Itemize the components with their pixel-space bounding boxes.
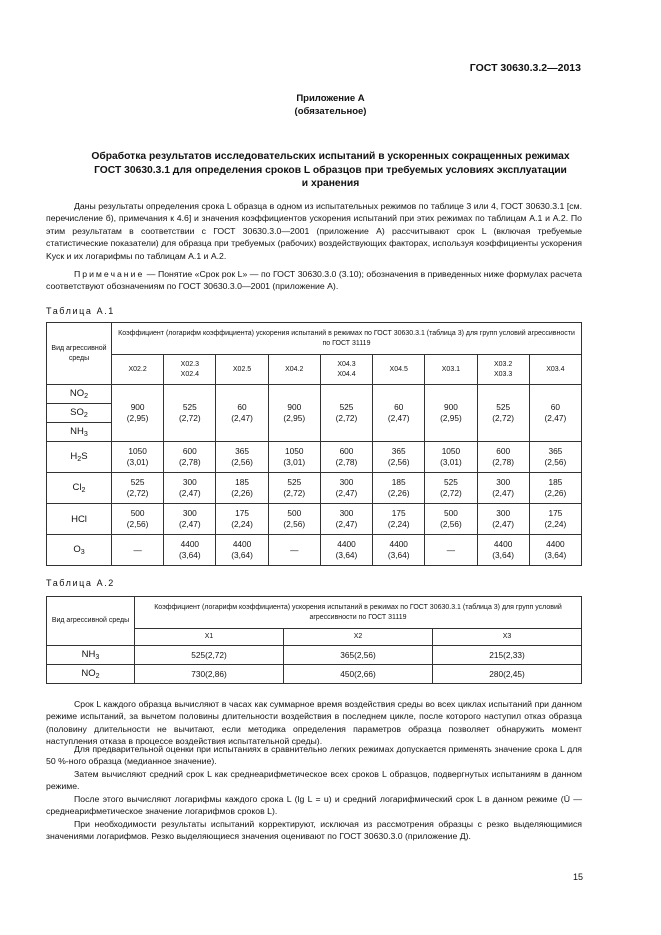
medium-cell: $NO_2$: [47, 665, 135, 684]
section-title: [0, 150, 661, 191]
table1-col-1: X02.2: [112, 355, 164, 385]
table1-row: [47, 473, 582, 504]
medium-cell: HCl: [47, 504, 112, 535]
table1-col-3: X02.5: [216, 355, 268, 385]
value-cell: 60 (2,47): [216, 385, 268, 442]
value-cell: 900 (2,95): [268, 385, 320, 442]
value-cell: 175 (2,24): [529, 504, 581, 535]
table1-row: [47, 442, 582, 473]
value-cell: 300 (2,47): [477, 473, 529, 504]
table1-col-2: X02.3 X02.4: [164, 355, 216, 385]
value-cell: 175 (2,24): [373, 504, 425, 535]
table2-caption: Таблица А.2: [46, 578, 115, 588]
medium-cell: $SO_2$: [47, 404, 112, 423]
title-line-2: ГОСТ 30630.3.1 для определения сроков L образцов при требуемых условиях эксплуатации: [94, 164, 567, 176]
value-cell: 500 (2,56): [268, 504, 320, 535]
value-cell: —: [268, 535, 320, 566]
value-cell: 4400 (3,64): [320, 535, 372, 566]
table2-row: [47, 646, 582, 665]
value-cell: 365 (2,56): [529, 442, 581, 473]
value-cell: 450(2,66): [284, 665, 433, 684]
table1-col-5: X04.3 X04.4: [320, 355, 372, 385]
value-cell: 525 (2,72): [477, 385, 529, 442]
value-cell: 175 (2,24): [216, 504, 268, 535]
value-cell: 60 (2,47): [373, 385, 425, 442]
value-cell: 500 (2,56): [112, 504, 164, 535]
medium-cell: $NH_3$: [47, 423, 112, 442]
body-paragraph: Затем вычисляют средний срок L как среднеарифметическое всех сроков L образцов, подвергнутых испытаниям в данном режиме.: [46, 769, 582, 792]
table2-col-2: X2: [284, 629, 433, 646]
note-label: Примечание: [74, 269, 145, 279]
table1-col-7: X03.1: [425, 355, 477, 385]
value-cell: 4400 (3,64): [164, 535, 216, 566]
value-cell: 300 (2,47): [164, 473, 216, 504]
value-cell: 600 (2,78): [164, 442, 216, 473]
body-paragraph: При необходимости результаты испытаний корректируют, исключая из рассмотрения образцы с резко выделяющимися значениями логарифмов. Резко выделяющиеся значения оценивают по ГОСТ 30630.3.0 (приложение Д).: [46, 819, 582, 842]
note: [46, 268, 582, 293]
table-a2: [46, 596, 582, 684]
value-cell: 900 (2,95): [425, 385, 477, 442]
value-cell: 365(2,56): [284, 646, 433, 665]
body-paragraph: Для предварительной оценки при испытаниях в сравнительно легких режимах допускается применять значение срока L для 50 %-ного образца (медианное значение).: [46, 744, 582, 767]
table1-row: [47, 385, 582, 404]
intro-paragraph: Даны результаты определения срока L образца в одном из испытательных режимов по таблице 3 или 4, ГОСТ 30630.3.1 [см. перечисление б), примечания к 4.6] и значения коэффициентов ускорения испытаний при этих режимах по таблицам А.1 и А.2. По этим результатам в соответствии с ГОСТ 30630.3.0—2001 (приложение А) рассчитывают срок L (включая требуемые статистические показатели) для образца при требуемых (рабочих) воздействующих факторах, используя коэффициенты ускорения Kуск и их логарифмы по таблицам А.1 и А.2.: [46, 201, 582, 261]
page-number: 15: [572, 872, 583, 882]
value-cell: 730(2,86): [135, 665, 284, 684]
value-cell: 300 (2,47): [164, 504, 216, 535]
value-cell: 1050 (3,01): [425, 442, 477, 473]
value-cell: 600 (2,78): [320, 442, 372, 473]
value-cell: 365 (2,56): [373, 442, 425, 473]
table1-col-8: X03.2 X03.3: [477, 355, 529, 385]
table2-col-1: X1: [135, 629, 284, 646]
appendix-heading: [0, 92, 661, 118]
value-cell: 300 (2,47): [320, 473, 372, 504]
table2-row-header: Вид агрессивной среды: [47, 597, 135, 646]
value-cell: 525 (2,72): [112, 473, 164, 504]
table2-row: [47, 665, 582, 684]
value-cell: 60 (2,47): [529, 385, 581, 442]
medium-cell: $H_2S$: [47, 442, 112, 473]
value-cell: 280(2,45): [433, 665, 582, 684]
value-cell: 525 (2,72): [268, 473, 320, 504]
value-cell: 900 (2,95): [112, 385, 164, 442]
table1-col-6: X04.5: [373, 355, 425, 385]
table1-col-9: X03.4: [529, 355, 581, 385]
table2-col-3: X3: [433, 629, 582, 646]
body-paragraph: После этого вычисляют логарифмы каждого срока L (lg L = u) и средний логарифмический срок L в данном режиме (Ū — среднеарифметическое значение логарифмов сроков L).: [46, 794, 582, 817]
value-cell: 1050 (3,01): [112, 442, 164, 473]
value-cell: 4400 (3,64): [529, 535, 581, 566]
body-paragraph: Срок L каждого образца вычисляют в часах как суммарное время воздействия среды во всех циклах испытаний при данном режиме испытаний, за вычетом половины длительности воздействия в последнем цикле, после которого наступил отказ образца (половину длительности не вычитают, если методика определения параметров образца позволяет обнаружить момент наступления отказа в процессе воздействия испытательной среды).: [46, 699, 582, 747]
title-line-3: и хранения: [301, 178, 360, 189]
table-a1: [46, 322, 582, 566]
value-cell: 4400 (3,64): [477, 535, 529, 566]
title-line-1: Обработка результатов исследовательских испытаний в ускоренных сокращенных режимах: [91, 151, 570, 162]
value-cell: 185 (2,26): [373, 473, 425, 504]
value-cell: 525 (2,72): [425, 473, 477, 504]
value-cell: 525 (2,72): [320, 385, 372, 442]
value-cell: 525(2,72): [135, 646, 284, 665]
medium-cell: $NO_2$: [47, 385, 112, 404]
table1-column-header: Коэффициент (логарифм коэффициента) ускорения испытаний в режимах по ГОСТ 30630.3.1 (таблица 3) для групп условий агрессивности по ГОСТ 31119: [112, 323, 582, 355]
value-cell: 1050 (3,01): [268, 442, 320, 473]
table1-row-header: Вид агрессивной среды: [47, 323, 112, 385]
medium-cell: $O_3$: [47, 535, 112, 566]
table1-col-4: X04.2: [268, 355, 320, 385]
value-cell: —: [112, 535, 164, 566]
value-cell: 300 (2,47): [320, 504, 372, 535]
value-cell: 215(2,33): [433, 646, 582, 665]
standard-header: ГОСТ 30630.3.2—2013: [469, 62, 581, 74]
value-cell: 185 (2,26): [216, 473, 268, 504]
medium-cell: $Cl_2$: [47, 473, 112, 504]
appendix-status: (обязательное): [294, 106, 367, 117]
appendix-title: Приложение А: [296, 93, 365, 104]
value-cell: 365 (2,56): [216, 442, 268, 473]
value-cell: 500 (2,56): [425, 504, 477, 535]
value-cell: 185 (2,26): [529, 473, 581, 504]
table1-row: [47, 504, 582, 535]
note-text: — Понятие «Срок рок L» — по ГОСТ 30630.3.0 (3.10); обозначения в приведенных ниже формулах расчета соответствуют обозначениям по ГОСТ 30630.3.0—2001 (приложение А).: [46, 269, 582, 292]
medium-cell: $NH_3$: [47, 646, 135, 665]
value-cell: —: [425, 535, 477, 566]
value-cell: 600 (2,78): [477, 442, 529, 473]
table2-column-header: Коэффициент (логарифм коэффициента) ускорения испытаний в режимах по ГОСТ 30630.3.1 (таблица 3) для групп условий агрессивности по ГОСТ 31119: [135, 597, 582, 629]
table1-row: [47, 535, 582, 566]
value-cell: 4400 (3,64): [373, 535, 425, 566]
value-cell: 525 (2,72): [164, 385, 216, 442]
value-cell: 4400 (3,64): [216, 535, 268, 566]
value-cell: 300 (2,47): [477, 504, 529, 535]
table1-caption: Таблица А.1: [46, 306, 115, 316]
